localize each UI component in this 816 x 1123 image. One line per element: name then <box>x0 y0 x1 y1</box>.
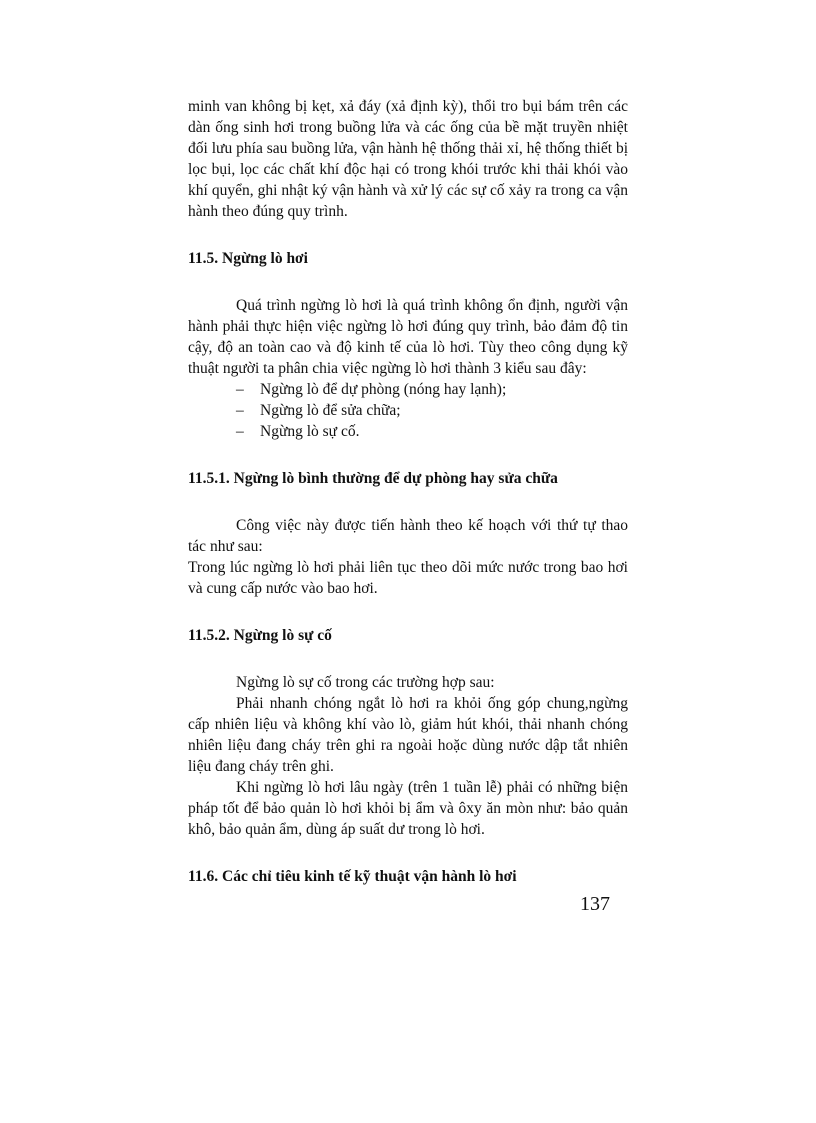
section-heading-11-5-2: 11.5.2. Ngừng lò sự cố <box>188 627 332 644</box>
dash-marker: – <box>236 423 244 440</box>
section-11-5-2-paragraph-1: Ngừng lò sự cố trong các trường hợp sau: <box>236 674 495 691</box>
list-item: – Ngừng lò để sửa chữa; <box>236 402 401 419</box>
page-number: 137 <box>580 893 610 915</box>
list-item: – Ngừng lò sự cố. <box>236 423 360 440</box>
stop-types-list <box>188 379 628 442</box>
section-heading-11-5-1: 11.5.1. Ngừng lò bình thường để dự phòng hay sửa chữa <box>188 470 558 487</box>
intro-paragraph: minh van không bị kẹt, xả đáy (xả định kỳ), thổi tro bụi bám trên các dàn ống sinh hơi trong buồng lửa và các ống của bề mặt truyền nhiệt đối lưu phía sau buồng lửa, vận hành hệ thống thải xỉ, hệ thống thiết bị lọc bụi, lọc các chất khí độc hại có trong khói trước khi thải khói vào khí quyển, ghi nhật ký vận hành và xử lý các sự cố xảy ra trong ca vận hành theo đúng quy trình. <box>188 98 628 220</box>
section-11-5-1-paragraph-1: Công việc này được tiến hành theo kế hoạch với thứ tự thao tác như sau: <box>188 517 628 555</box>
dash-marker: – <box>236 381 244 398</box>
section-11-5-2-paragraph-2: Phải nhanh chóng ngắt lò hơi ra khỏi ống góp chung,ngừng cấp nhiên liệu và không khí vào lò, giảm hút khói, thải nhanh chóng nhiên liệu đang cháy trên ghi ra ngoài hoặc dùng nước dập tắt nhiên liệu đang cháy trên ghi. <box>188 695 628 775</box>
section-heading-11-5: 11.5. Ngừng lò hơi <box>188 250 308 267</box>
page-content <box>188 96 628 887</box>
section-heading-11-6: 11.6. Các chỉ tiêu kinh tế kỹ thuật vận hành lò hơi <box>188 868 517 885</box>
section-11-5-2-paragraph-3: Khi ngừng lò hơi lâu ngày (trên 1 tuần lễ) phải có những biện pháp tốt để bảo quản lò hơi khỏi bị ẩm và ôxy ăn mòn như: bảo quản khô, bảo quản ẩm, dùng áp suất dư trong lò hơi. <box>188 779 628 838</box>
dash-marker: – <box>236 402 244 419</box>
section-11-5-paragraph: Quá trình ngừng lò hơi là quá trình không ổn định, người vận hành phải thực hiện việc ngừng lò hơi đúng quy trình, bảo đảm độ tin cậy, độ an toàn cao và độ kinh tế của lò hơi. Tùy theo công dụng kỹ thuật người ta phân chia việc ngừng lò hơi thành 3 kiểu sau đây: <box>188 297 628 377</box>
section-11-5-1-paragraph-2: Trong lúc ngừng lò hơi phải liên tục theo dõi mức nước trong bao hơi và cung cấp nước vào bao hơi. <box>188 559 628 597</box>
list-item: – Ngừng lò để dự phòng (nóng hay lạnh); <box>236 381 507 398</box>
